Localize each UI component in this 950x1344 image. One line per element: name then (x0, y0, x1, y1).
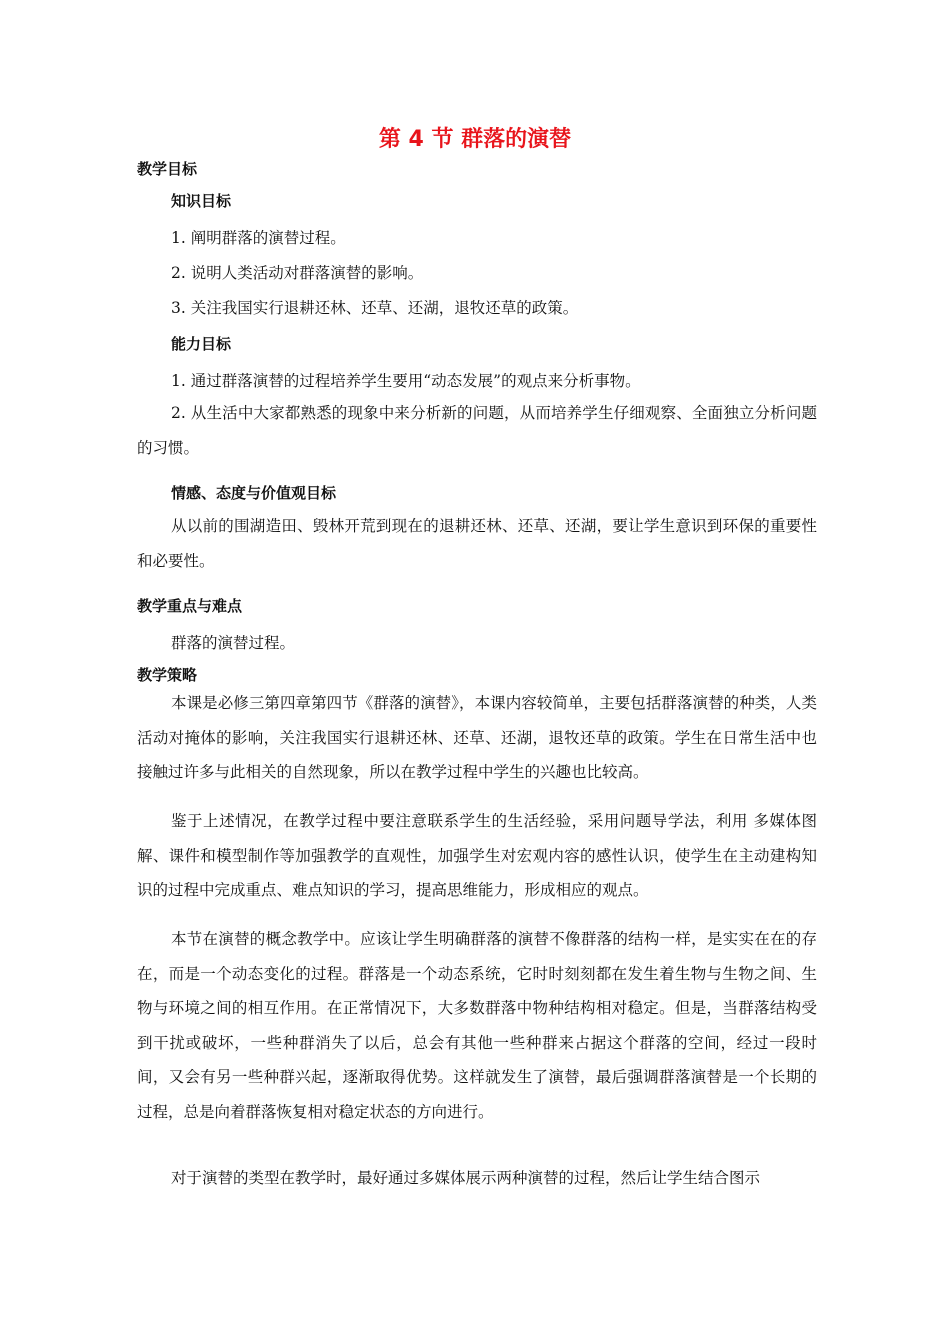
heading-knowledge-goals: 知识目标 (171, 192, 232, 210)
key-points-text: 群落的演替过程。 (171, 634, 296, 652)
ability-item: 2. 从生活中大家都熟悉的现象中来分析新的问题，从而培养学生仔细观察、全面独立分析问题的习惯。 (137, 404, 817, 457)
heading-ability-goals: 能力目标 (171, 335, 232, 353)
page-title: 第 4 节 群落的演替 (378, 127, 572, 152)
emotion-text: 从以前的围湖造田、毁林开荒到现在的退耕还林、还草、还湖，要让学生意识到环保的重要性和必要性。 (137, 517, 817, 570)
knowledge-item: 3. 关注我国实行退耕还林、还草、还湖，退牧还草的政策。 (171, 299, 579, 317)
strategy-paragraph: 本节在演替的概念教学中。应该让学生明确群落的演替不像群落的结构一样，是实实在在的存在，而是一个动态变化的过程。群落是一个动态系统，它时时刻刻都在发生着生物与生物之间、生物与环境之间的相互作用。在正常情况下，大多数群落中物种结构相对稳定。但是，当群落结构受到干扰或破坏，一些种群消失了以后，总会有其他一些种群来占据这个群落的空间，经过一段时间，又会有另一些种群兴起，逐渐取得优势。这样就发生了演替，最后强调群落演替是一个长期的过程，总是向着群落恢复相对稳定状态的方向进行。 (137, 930, 817, 1121)
knowledge-item: 1. 阐明群落的演替过程。 (171, 229, 346, 247)
heading-emotion-goals: 情感、态度与价值观目标 (171, 484, 337, 502)
heading-teaching-goals: 教学目标 (137, 160, 198, 178)
heading-key-points: 教学重点与难点 (137, 597, 243, 615)
strategy-paragraph: 本课是必修三第四章第四节《群落的演替》，本课内容较简单，主要包括群落演替的种类，人类活动对掩体的影响，关注我国实行退耕还林、还草、还湖，退牧还草的政策。学生在日常生活中也接触过许多与此相关的自然现象，所以在教学过程中学生的兴趣也比较高。 (137, 694, 817, 781)
ability-item: 1. 通过群落演替的过程培养学生要用“动态发展”的观点来分析事物。 (171, 372, 641, 390)
knowledge-item: 2. 说明人类活动对群落演替的影响。 (171, 264, 424, 282)
strategy-paragraph: 对于演替的类型在教学时，最好通过多媒体展示两种演替的过程，然后让学生结合图示 (171, 1169, 761, 1187)
strategy-paragraph: 鉴于上述情况，在教学过程中要注意联系学生的生活经验，采用问题导学法，利用 多媒体图解、课件和模型制作等加强教学的直观性，加强学生对宏观内容的感性认识，使学生在主动建构知识的过程中完成重点、难点知识的学习，提高思维能力，形成相应的观点。 (137, 812, 817, 899)
heading-strategy: 教学策略 (137, 666, 198, 684)
